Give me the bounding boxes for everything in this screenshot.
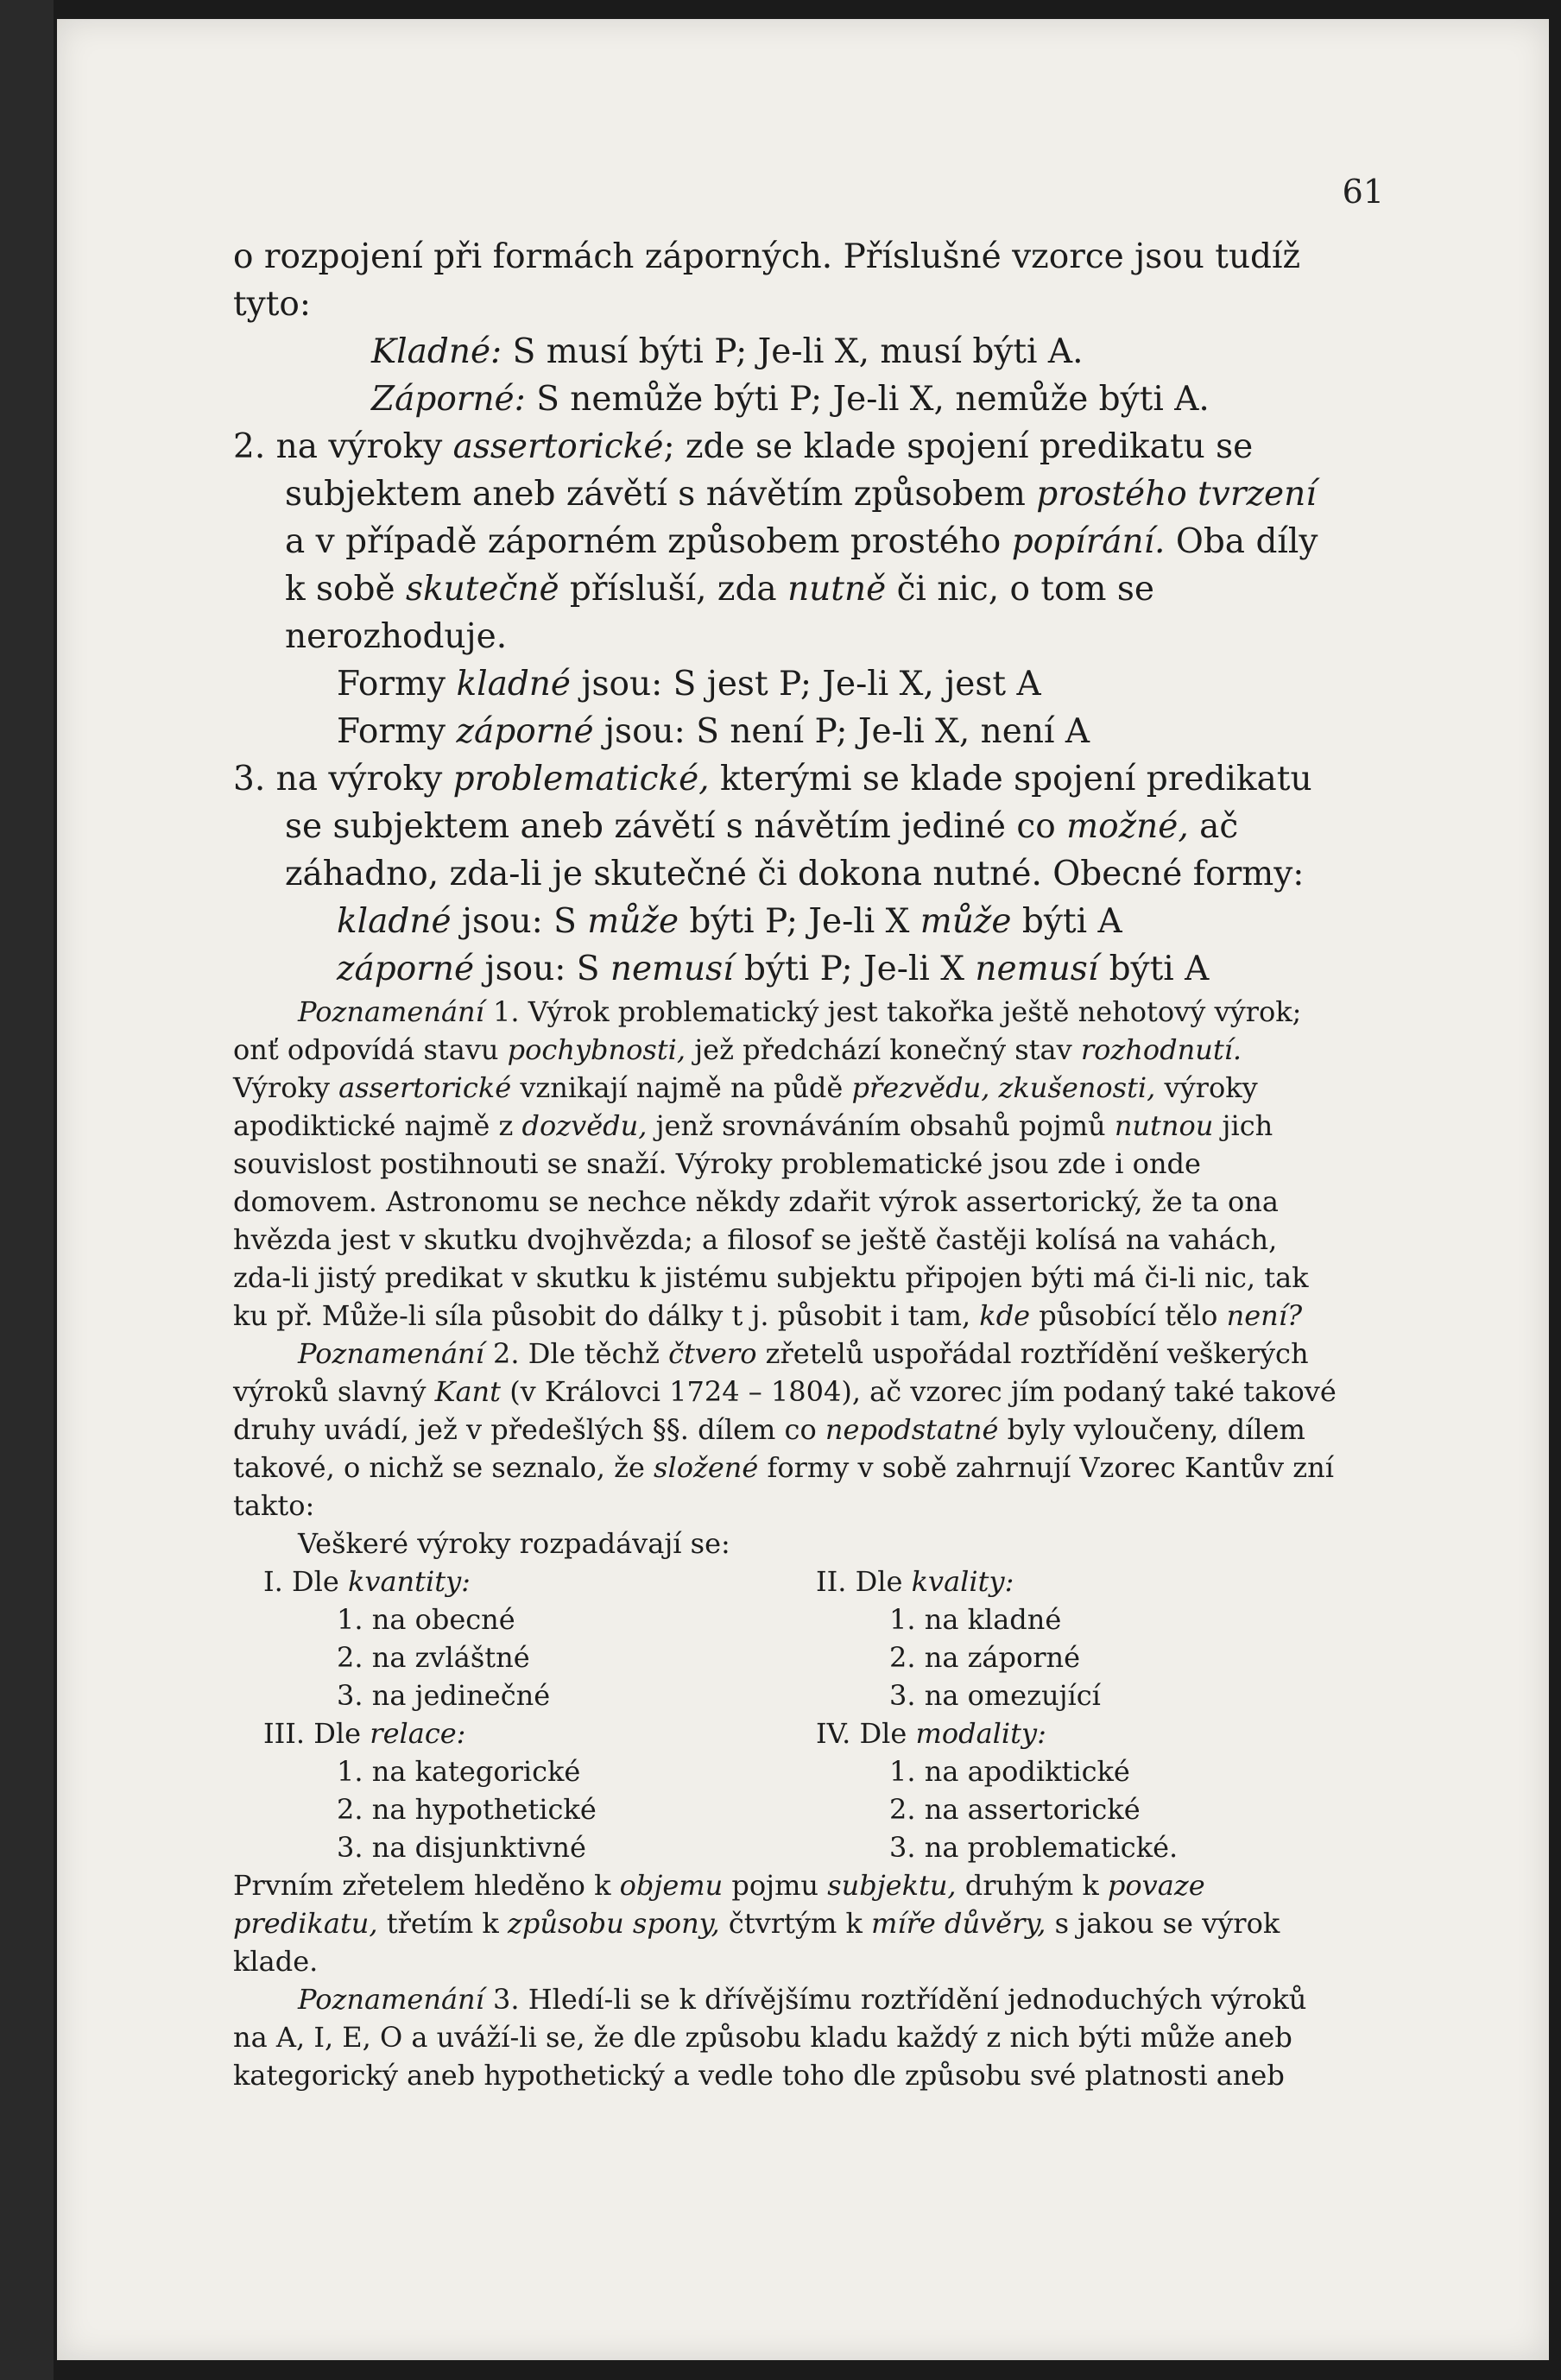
poznamenani-2: Poznamenání 2. Dle těchž čtvero zřetelů uspořádal roztřídění veškerých výroků slavný Kant (v Královci 1724 – 1804), ač vzorec jím podaný také takové druhy uvádí, jež v předešlých §§. dílem co nepodstatné byly vyloučeny, dílem takové, o nichž se seznalo, že složené formy v sobě zahrnují Vzorec Kantův zní takto: — [233, 1337, 1337, 1522]
formula-zaporne: Záporné: S nemůže býti P; Je-li X, nemůže býti A. — [371, 380, 1210, 419]
list-item: 1. na kategorické — [337, 1755, 581, 1788]
paragraph-2: 2. na výroky assertorické; zde se klade spojení predikatu se subjektem aneb závětí s návětím způsobem prostého tvrzení a v případě záporném způsobem prostého popírání. Oba díly k sobě skutečně přísluší, zda nutně či nic, o tom se nerozhoduje. — [233, 427, 1318, 656]
formy-kladne: Formy kladné jsou: S jest P; Je-li X, jest A — [337, 665, 1041, 704]
page-number: 61 — [1342, 173, 1384, 211]
list-item: 3. na jedinečné — [337, 1679, 551, 1712]
p3-kladne: kladné jsou: S může býti P; Je-li X může býti A — [337, 902, 1122, 941]
veskere-heading: Veškeré výroky rozpadávají se: — [298, 1527, 730, 1560]
p3-zaporne: záporné jsou: S nemusí býti P; Je-li X nemusí býti A — [337, 950, 1210, 988]
list-item: 2. na zvláštné — [337, 1641, 530, 1674]
list-item: 1. na apodiktické — [889, 1755, 1130, 1788]
list-item: 2. na záporné — [889, 1641, 1081, 1674]
list-item: 3. na problematické. — [889, 1831, 1179, 1864]
kant-table-row-2 — [233, 1714, 1338, 1866]
poznamenani-1: Poznamenání 1. Výrok problematický jest takořka ještě nehotový výrok; onť odpovídá stavu pochybnosti, jež předchází konečný stav rozhodnutí. Výroky assertorické vznikají najmě na půdě přezvědu, zkušenosti, výroky apodiktické najmě z dozvědu, jenž srovnáváním obsahů pojmů nutnou jich souvislost postihnouti se snaží. Výroky problematické jsou zde i onde domovem. Astronomu se nechce někdy zdařit výrok assertorický, že ta ona hvězda jest v skutku dvojhvězda; a filosof se ještě častěji kolísá na vahách, zda-li jistý predikat v skutku k jistému subjektu připojen býti má či-li nic, tak ku př. Může-li síla působit do dálky t j. působit i tam, kde působící tělo není? — [233, 995, 1309, 1332]
formula-kladne: Kladné: S musí býti P; Je-li X, musí býti A. — [371, 332, 1084, 371]
group-kvality: II. Dle kvality: 1. na kladné 2. na záporné 3. na omezující — [786, 1562, 1338, 1714]
kant-table-row-1 — [233, 1562, 1338, 1714]
group-relace: III. Dle relace: 1. na kategorické 2. na hypothetické 3. na disjunktivné — [233, 1714, 786, 1866]
page-text — [233, 233, 1338, 2094]
group-modality: IV. Dle modality: 1. na apodiktické 2. na assertorické 3. na problematické. — [786, 1714, 1338, 1866]
list-item: 2. na hypothetické — [337, 1793, 597, 1826]
paragraph-prvnim: Prvním zřetelem hleděno k objemu pojmu subjektu, druhým k povaze predikatu, třetím k způsobu spony, čtvrtým k míře důvěry, s jakou se výrok klade. — [233, 1869, 1280, 1978]
poznamenani-3: Poznamenání 3. Hledí-li se k dřívějšímu roztřídění jednoduchých výroků na A, I, E, O a uváží-li se, že dle způsobu kladu každý z nich býti může aneb kategorický aneb hypothetický a vedle toho dle způsobu své platnosti aneb — [233, 1983, 1307, 2092]
scan-edge — [0, 0, 54, 2380]
list-item: 2. na assertorické — [889, 1793, 1141, 1826]
group-kvantity: I. Dle kvantity: 1. na obecné 2. na zvláštné 3. na jedinečné — [233, 1562, 786, 1714]
list-item: 3. na disjunktivné — [337, 1831, 586, 1864]
list-item: 3. na omezující — [889, 1679, 1101, 1712]
list-item: 1. na kladné — [889, 1603, 1062, 1636]
paragraph-intro: o rozpojení při formách záporných. Příslušné vzorce jsou tudíž tyto: — [233, 237, 1301, 324]
list-item: 1. na obecné — [337, 1603, 515, 1636]
formy-zaporne: Formy záporné jsou: S není P; Je-li X, není A — [337, 712, 1090, 751]
paragraph-3: 3. na výroky problematické, kterými se klade spojení predikatu se subjektem aneb závětí s návětím jediné co možné, ač záhadno, zda-li je skutečné či dokona nutné. Obecné formy: — [233, 760, 1312, 893]
